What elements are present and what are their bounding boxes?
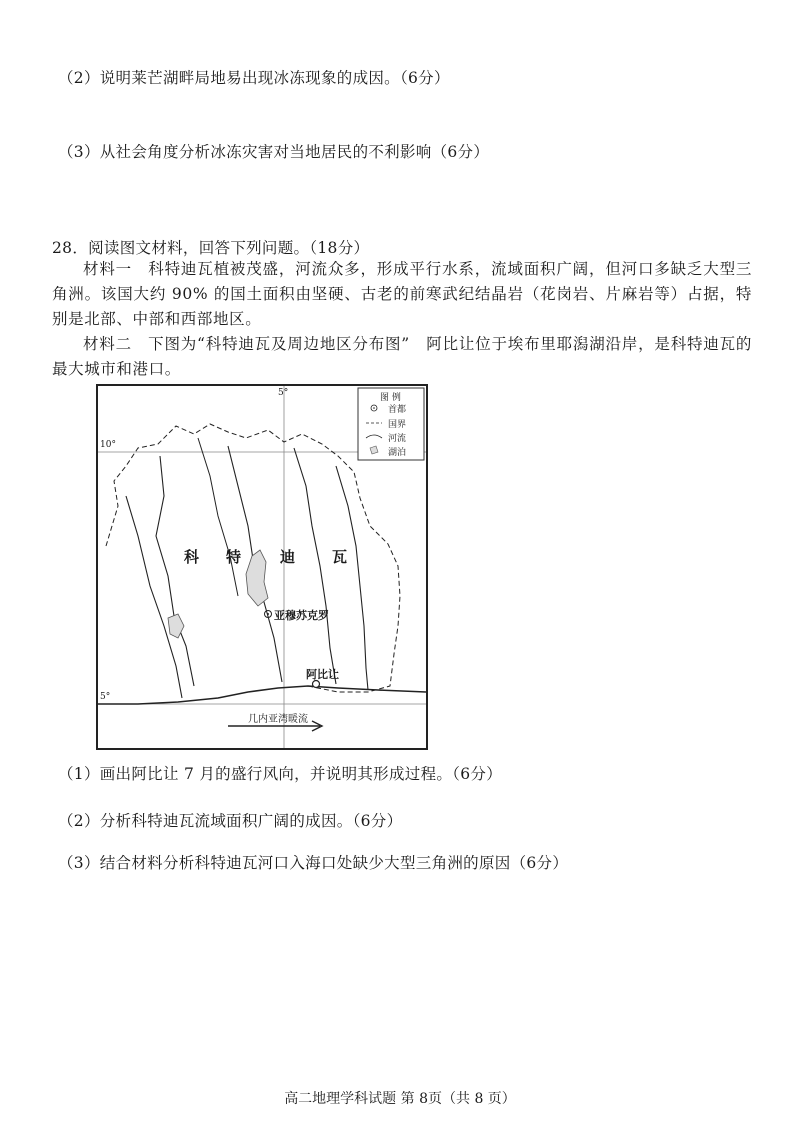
lon-label: 5° [278,388,289,398]
q28-part2: （2）分析科特迪瓦流域面积广阔的成因。（6分） [58,812,403,830]
river-comoe [336,466,368,690]
country-char-1: 科 [184,548,200,566]
legend-item-river: 河流 [388,434,407,444]
legend-item-capital: 首都 [388,405,407,415]
country-char-4: 瓦 [332,548,348,566]
cote-divoire-map [96,384,428,750]
q27-part3: （3）从社会角度分析冰冻灾害对当地居民的不利影响（6分） [58,143,490,161]
capital-label: 亚穆苏克罗 [274,609,329,622]
lat-bottom-label: 5° [100,692,111,702]
river-cavally [126,496,182,698]
legend-item-border: 国界 [388,420,407,430]
city-label: 阿比让 [306,668,339,681]
page-footer: 高二地理学科试题 第 8页（共 8 页） [284,1091,516,1107]
q28-part3: （3）结合材料分析科特迪瓦河口入海口处缺少大型三角洲的原因（6分） [58,854,569,872]
lat-top-label: 10° [100,440,116,450]
q28-material2: 材料二 下图为“科特迪瓦及周边地区分布图” 阿比让位于埃布里耶潟湖沿岸，是科特迪瓦的最大城市和港口。 [52,335,752,378]
lake-kossou [246,550,268,606]
q28-header: 28．阅读图文材料，回答下列问题。（18分） [52,239,370,257]
map-drawing [98,386,426,748]
coastline [98,686,426,704]
river-nzi [294,448,336,684]
country-char-2: 特 [226,548,242,566]
legend-title: 图 例 [380,393,401,403]
country-char-3: 迪 [280,548,296,566]
q28-part1: （1）画出阿比让 7 月的盛行风向，并说明其形成过程。（6分） [58,765,502,783]
current-label: 几内亚湾暖流 [248,714,308,725]
legend-item-lake: 湖泊 [388,448,407,458]
q27-part2: （2）说明莱芒湖畔局地易出现冰冻现象的成因。（6分） [58,69,450,87]
q28-material1: 材料一 科特迪瓦植被茂盛，河流众多，形成平行水系，流域面积广阔，但河口多缺乏大型三角洲。该国大约 90% 的国土面积由坚硬、古老的前寒武纪结晶岩（花岗岩、片麻岩等）占据，特别是北部、中部和西部地区。 [52,260,752,328]
river-sassandra [156,456,194,686]
